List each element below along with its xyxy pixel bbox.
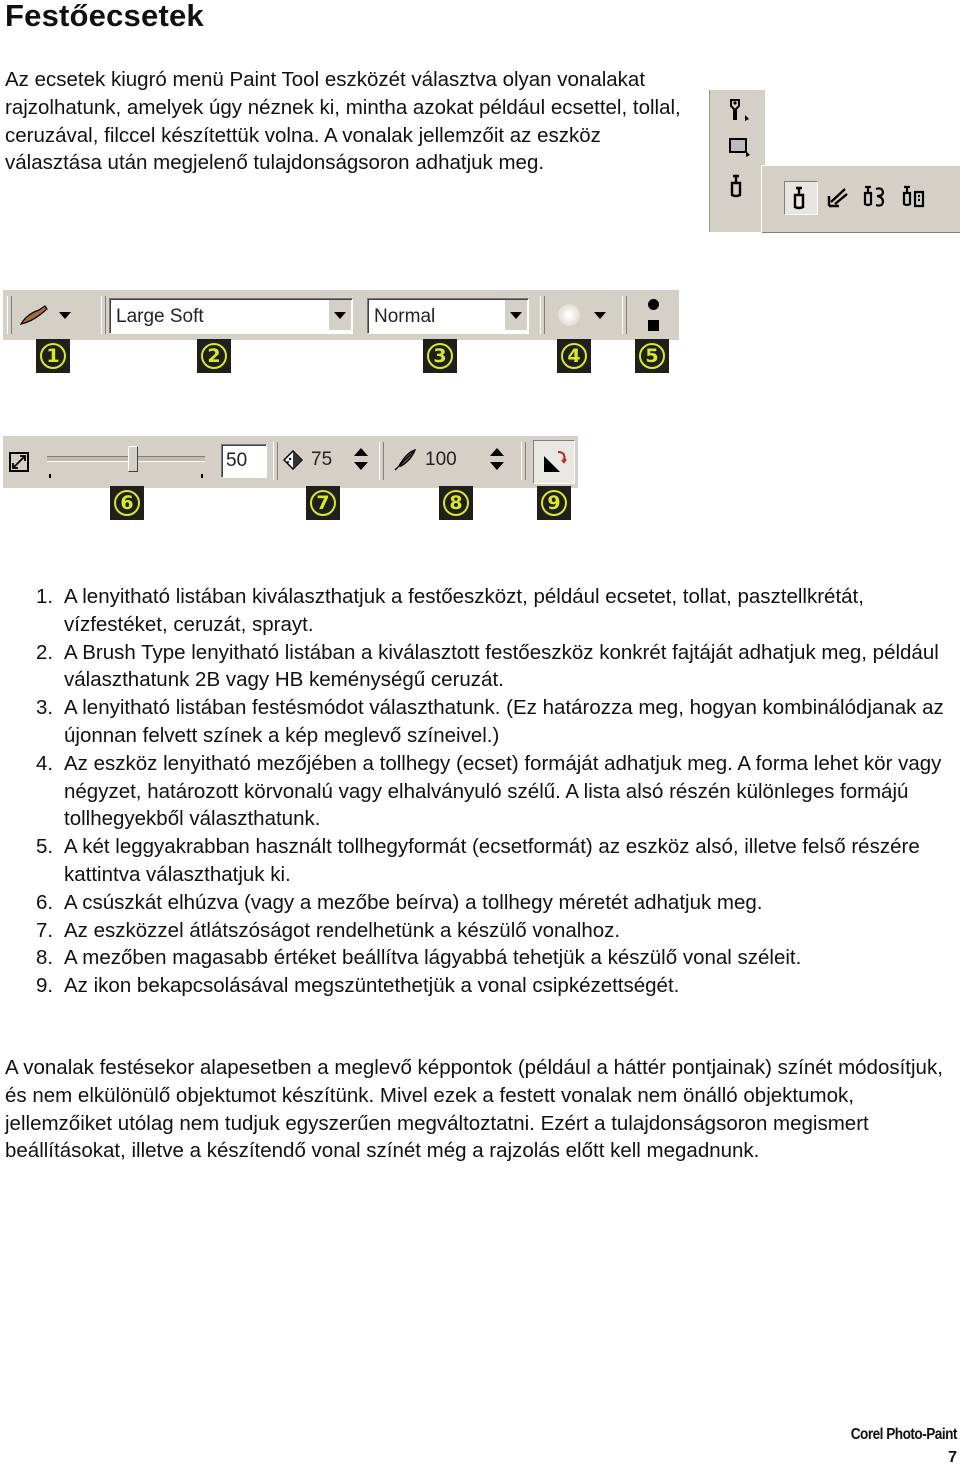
callout-badge-5: 5: [635, 339, 669, 373]
anti-aliasing-toggle[interactable]: [533, 440, 575, 484]
list-item: 4. Az eszköz lenyitható mezőjében a tollhegy (ecset) formáját adhatjuk meg. A forma lehet kör vagy négyzet, határozott körvonalú vagy elhalványuló szélű. A lista alsó részén különleges formájú tollhegyekből választhatunk.: [36, 751, 942, 831]
nib-shape-dropdown[interactable]: [549, 298, 615, 332]
list-item: 5. A két leggyakrabban használt tollhegyformát (ecsetformát) az eszköz alsó, illetve felső részére kattintva választhatjuk ki.: [36, 835, 920, 886]
list-item: 7. Az eszközzel átlátszóságot rendelhetünk a készülő vonalhoz.: [36, 918, 621, 942]
paint-mode-dropdown[interactable]: [367, 298, 529, 334]
clone-tool-icon[interactable]: [898, 181, 930, 213]
toolbar-grip[interactable]: [101, 296, 106, 334]
list-item: 2. A Brush Type lenyitható listában a kiválasztott festőeszköz konkrét fajtáját adhatjuk meg, például választhatunk 2B vagy HB keménységű ceruzát.: [36, 640, 939, 692]
nib-size-icon: [7, 450, 31, 474]
slider-thumb[interactable]: [128, 446, 138, 472]
brush-type-dropdown[interactable]: [109, 298, 353, 334]
toolbar-grip[interactable]: [379, 442, 384, 480]
property-bar-top: [3, 290, 679, 340]
list-item: 3. A lenyitható listában festésmódot választhatunk. (Ez határozza meg, hogyan kombinálódjanak az újonnan felvett színek a kép meglevő színeivel.): [36, 696, 944, 747]
callout-badge-3: 3: [423, 339, 457, 373]
image-sprayer-icon[interactable]: [860, 181, 892, 213]
callout-badge-7: 7: [306, 486, 340, 520]
toolbox-column: [709, 90, 765, 232]
paint-brush-icon[interactable]: [784, 181, 818, 215]
effect-tool-icon[interactable]: [822, 181, 854, 213]
chevron-down-icon: [594, 312, 606, 319]
nib-size-slider[interactable]: [47, 456, 205, 462]
round-nib-icon[interactable]: [648, 299, 659, 310]
callout-badge-9: 9: [537, 486, 571, 520]
paint-tool-icon[interactable]: [722, 170, 754, 202]
square-nib-icon[interactable]: [648, 320, 659, 331]
toolbar-grip[interactable]: [622, 296, 627, 334]
nib-preview-icon: [558, 304, 580, 326]
closing-paragraph: A vonalak festésekor alapesetben a meglevő képpontok (például a háttér pontjainak) színét módosítjuk, és nem elkülönülő objektumot készítünk. Mivel ezek a festett vonalak nem önálló objektumok, jellemzőiket utólag nem tudjuk egyszerűen megváltoztatni. Ezért a tulajdonságsoron megismert beállításokat, illetve a készítendő vonal színét még a rajzolás előtt kell megadnunk.: [5, 1056, 943, 1163]
anti-aliasing-icon: [540, 448, 568, 476]
chevron-down-icon: [59, 312, 71, 319]
quick-nib-buttons[interactable]: [639, 292, 667, 338]
list-item: 9. Az ikon bekapcsolásával megszüntethetjük a vonal csipkézettségét.: [36, 974, 680, 998]
callout-badge-4: 4: [557, 339, 591, 373]
feather-icon: [393, 448, 417, 472]
brush-type-value: Large Soft: [116, 306, 204, 327]
slider-ticks: [49, 474, 203, 478]
paint-tool-selector[interactable]: [19, 298, 71, 332]
transparency-spinner[interactable]: [353, 444, 369, 478]
feather-field[interactable]: 100: [425, 449, 457, 470]
callout-badge-1: 1: [36, 339, 70, 373]
list-item: 1. A lenyitható listában kiválaszthatjuk a festőeszközt, például ecsetet, tollat, pasztellkrétát, vízfestéket, ceruzát, sprayt.: [36, 585, 864, 636]
toolbar-grip[interactable]: [273, 442, 278, 480]
property-bar-bottom: [3, 436, 578, 488]
transparency-icon: [283, 450, 303, 470]
rectangle-tool-icon[interactable]: [722, 130, 754, 162]
paint-tool-flyout: [761, 165, 960, 232]
dropdown-arrow-icon[interactable]: [328, 300, 351, 330]
feature-list: [36, 583, 951, 1000]
dropdown-arrow-icon[interactable]: [504, 300, 527, 330]
callout-badge-2: 2: [197, 339, 231, 373]
toolbar-grip[interactable]: [521, 442, 526, 480]
feather-spinner[interactable]: [489, 444, 505, 478]
paint-mode-value: Normal: [374, 306, 436, 327]
page-title: Festőecsetek: [5, 0, 204, 33]
fill-tool-icon[interactable]: [722, 94, 754, 126]
toolbar-grip[interactable]: [7, 296, 12, 334]
nib-size-field[interactable]: 50: [221, 444, 267, 478]
brush-stroke-icon: [19, 302, 49, 328]
intro-paragraph: Az ecsetek kiugró menü Paint Tool eszközét választva olyan vonalakat rajzolhatunk, amelyek úgy néznek ki, mintha azokat például ecsettel, tollal, ceruzával, filccel készítettük volna. A vonalak jellemzőit az eszköz választása után megjelenő tulajdonságsoron adhatjuk meg.: [5, 68, 681, 175]
toolbox-flyout-graphic: [709, 90, 959, 232]
page-number: 7: [948, 1449, 957, 1466]
transparency-field[interactable]: 75: [311, 449, 333, 470]
list-item: 8. A mezőben magasabb értéket beállítva lágyabbá tehetjük a készülő vonal széleit.: [36, 946, 802, 970]
callout-badge-8: 8: [439, 486, 473, 520]
footer-brand: Corel Photo-Paint: [850, 1426, 957, 1443]
toolbar-grip[interactable]: [540, 296, 545, 334]
callout-badge-6: 6: [110, 486, 144, 520]
list-item: 6. A csúszkát elhúzva (vagy a mezőbe beírva) a tollhegy méretét adhatjuk meg.: [36, 890, 763, 914]
